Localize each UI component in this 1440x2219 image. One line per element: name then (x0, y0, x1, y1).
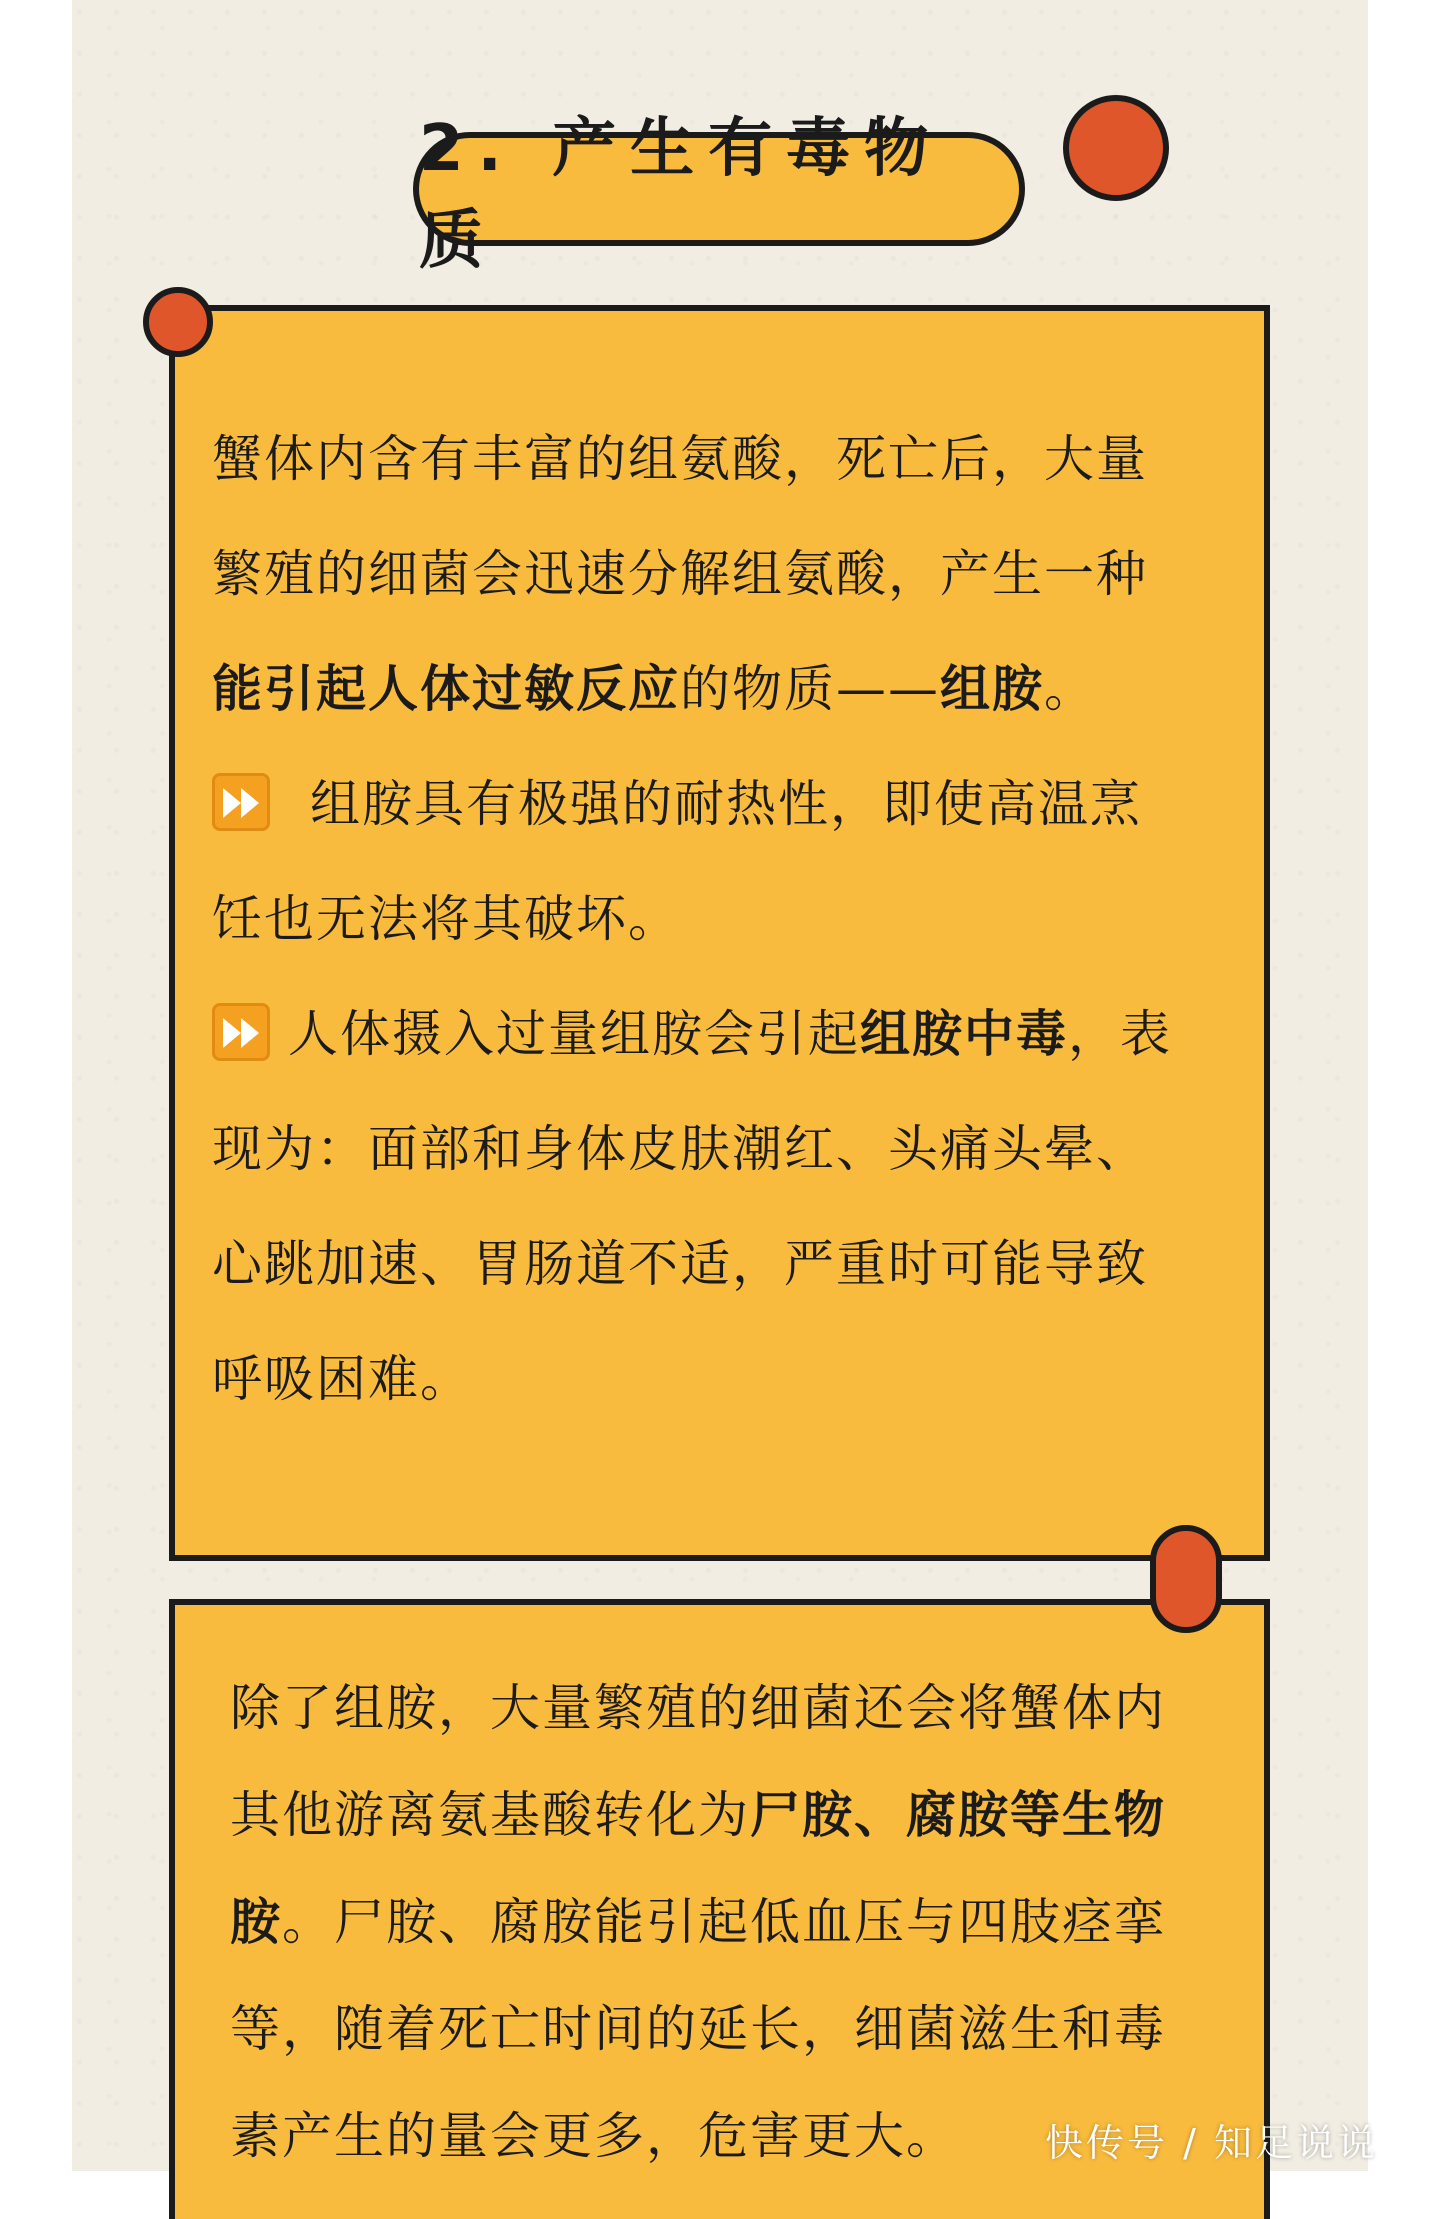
paragraph-line: 现为：面部和身体皮肤潮红、头痛头晕、 (212, 1120, 1148, 1178)
paragraph-line (212, 632, 1232, 747)
paragraph-line: 蟹体内含有丰富的组氨酸，死亡后，大量 (212, 430, 1148, 488)
paragraph-line: 繁殖的细菌会迅速分解组氨酸，产生一种 (212, 545, 1148, 603)
fast-forward-icon (212, 1003, 270, 1061)
section-title: 2. 产生有毒物质 (419, 112, 943, 278)
bold-phrase: 组胺中毒 (860, 1005, 1068, 1063)
text-span: 其他游离氨基酸转化为 (230, 1786, 750, 1844)
paragraph-line: 素产生的量会更多，危害更大。 (230, 2107, 958, 2165)
decorative-dot (143, 287, 213, 357)
paragraph-line: 饪也无法将其破坏。 (212, 890, 680, 948)
text-span: 。尸胺、腐胺能引起低血压与四肢痉挛 (282, 1893, 1166, 1951)
paragraph-line (230, 1762, 1240, 1869)
amines-text (230, 1655, 1240, 2190)
bold-phrase: 能引起人体过敏反应 (212, 660, 680, 718)
paragraph-line: 等，随着死亡时间的延长，细菌滋生和毒 (230, 2000, 1166, 2058)
bold-phrase: 尸胺、腐胺等生物 (750, 1786, 1166, 1844)
paragraph-line: 除了组胺，大量繁殖的细菌还会将蟹体内 (230, 1679, 1166, 1737)
watermark-text: 快传号 / 知足说说 (1045, 2121, 1378, 2165)
decorative-pill (1150, 1525, 1222, 1633)
paragraph-line: 呼吸困难。 (212, 1350, 472, 1408)
bullet-line (212, 747, 1232, 862)
decorative-dot (1063, 95, 1169, 201)
bullet-text: 人体摄入过量组胺会引起 (288, 1005, 860, 1063)
histamine-text (212, 402, 1232, 1437)
bullet-line (212, 977, 1232, 1092)
section-title-pill (413, 112, 1025, 278)
bullet-text: ，表 (1068, 1005, 1172, 1063)
fast-forward-icon (212, 773, 270, 831)
text-span: 的物质—— (680, 660, 940, 718)
bullet-text: 组胺具有极强的耐热性，即使高温烹 (310, 775, 1142, 833)
paragraph-line (230, 1869, 1240, 1976)
bold-phrase: 组胺 (940, 660, 1044, 718)
text-span: 。 (1044, 660, 1096, 718)
bold-phrase: 胺 (230, 1893, 282, 1951)
paragraph-line: 心跳加速、胃肠道不适，严重时可能导致 (212, 1235, 1148, 1293)
